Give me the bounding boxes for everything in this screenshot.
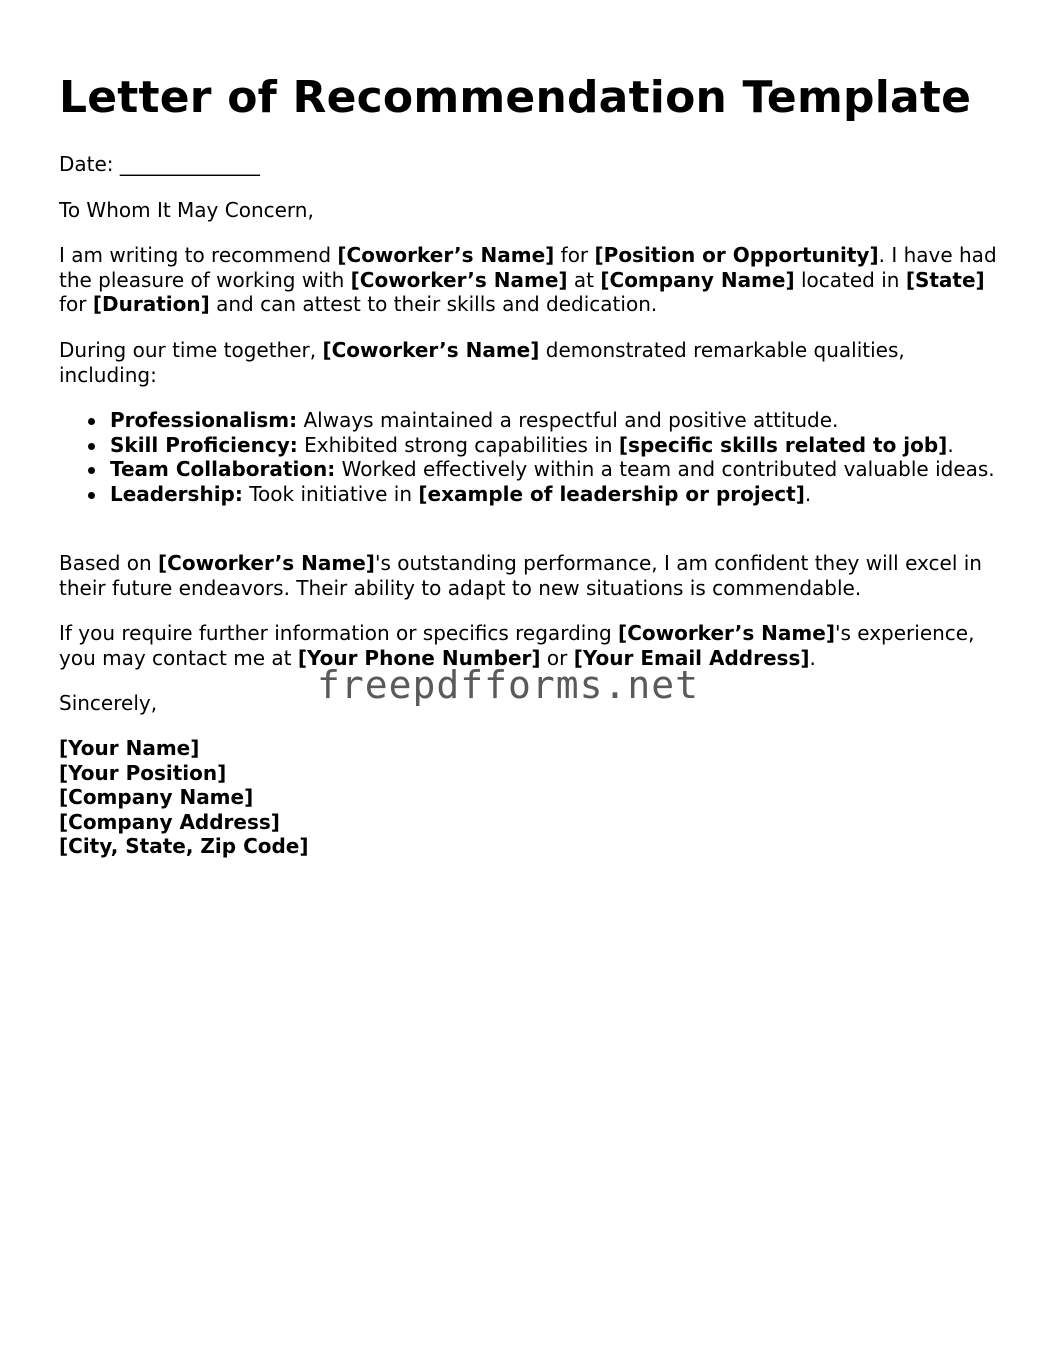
list-item: Skill Proficiency: Exhibited strong capabilities in [specific skills related to job]. bbox=[59, 433, 999, 458]
list-item: Team Collaboration: Worked effectively within a team and contributed valuable ideas. bbox=[59, 457, 999, 482]
list-item: Leadership: Took initiative in [example of leadership or project]. bbox=[59, 482, 999, 507]
coworker-placeholder: [Coworker’s Name] bbox=[618, 621, 835, 645]
qualities-list bbox=[59, 408, 999, 506]
signature-position: [Your Position] bbox=[59, 760, 227, 785]
watermark: freepdfforms.net bbox=[317, 663, 700, 707]
closing: Sincerely, bbox=[59, 691, 158, 715]
intro-paragraph: I am writing to recommend [Coworker’s Name] for [Position or Opportunity]. I have had the pleasure of working with [Coworker’s Name] at [Company Name] located in [State] for [Duration] and can attest to their skills and dedication. bbox=[59, 243, 997, 317]
signature-block bbox=[59, 736, 999, 859]
coworker-placeholder: [Coworker’s Name] bbox=[337, 243, 555, 267]
coworker-placeholder: [Coworker’s Name] bbox=[350, 267, 568, 292]
coworker-placeholder: [Coworker’s Name] bbox=[322, 338, 540, 362]
email-placeholder: [Your Email Address] bbox=[573, 645, 810, 670]
coworker-placeholder: [Coworker’s Name] bbox=[158, 551, 375, 575]
date-line: Date: ______________ bbox=[59, 152, 260, 176]
list-item: Professionalism: Always maintained a respectful and positive attitude. bbox=[59, 408, 999, 433]
duration-placeholder: [Duration] bbox=[92, 292, 210, 317]
performance-paragraph: Based on [Coworker’s Name]'s outstanding performance, I am confident they will excel in their future endeavors. Their ability to adapt to new situations is commendable. bbox=[59, 551, 982, 600]
signature-city: [City, State, Zip Code] bbox=[59, 834, 309, 859]
signature-address: [Company Address] bbox=[59, 809, 280, 834]
page-title: Letter of Recommendation Template bbox=[59, 72, 972, 123]
signature-name: [Your Name] bbox=[59, 736, 200, 760]
contact-paragraph: If you require further information or specifics regarding [Coworker’s Name]'s experience, you may contact me at [Your Phone Number] or [Your Email Address]. bbox=[59, 621, 975, 670]
state-placeholder: [State] bbox=[905, 267, 985, 292]
signature-company: [Company Name] bbox=[59, 785, 254, 810]
qualities-intro-paragraph: During our time together, [Coworker’s Name] demonstrated remarkable qualities, including: bbox=[59, 338, 905, 387]
salutation: To Whom It May Concern, bbox=[59, 198, 314, 222]
phone-placeholder: [Your Phone Number] bbox=[297, 645, 541, 670]
position-placeholder: [Position or Opportunity] bbox=[594, 243, 879, 267]
company-placeholder: [Company Name] bbox=[600, 267, 795, 292]
